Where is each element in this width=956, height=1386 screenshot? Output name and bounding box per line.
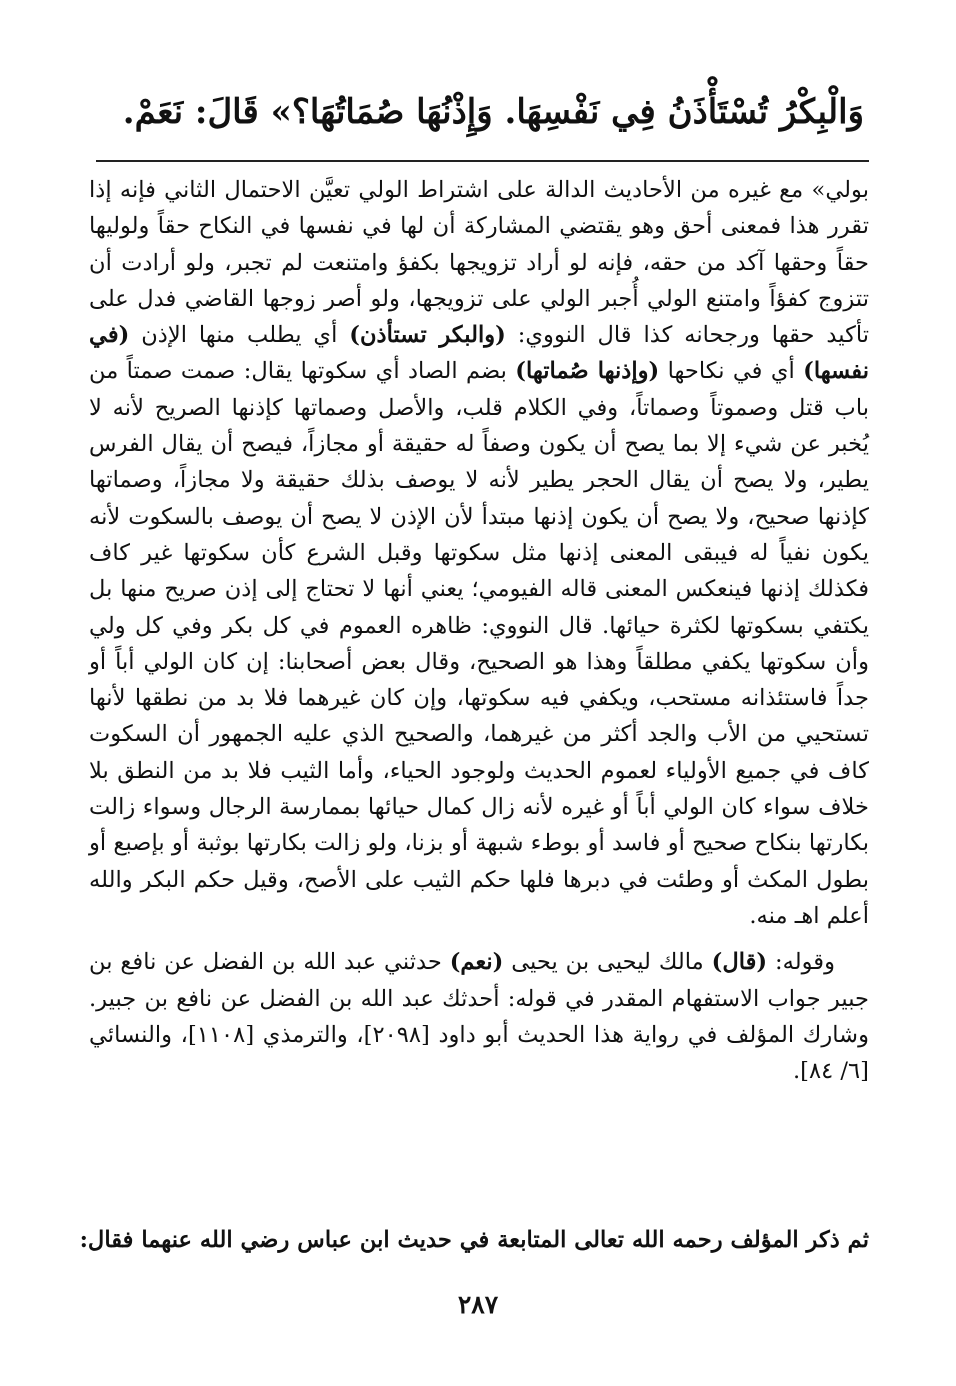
hadith-text-line: وَالْبِكْرُ تُسْتَأْذَنُ فِي نَفْسِهَا. وَإِذْنُهَا صُمَاتُهَا؟» قَالَ: نَعَمْ.: [122, 92, 864, 132]
commentary-text: أي في نكاحها: [659, 358, 804, 385]
quoted-hadith-phrase: (قال): [711, 949, 768, 976]
quoted-hadith-phrase: (في نفسها): [89, 322, 869, 385]
commentary-paragraph-2: [89, 944, 869, 1089]
quoted-hadith-phrase: (والبكر تستأذن): [349, 322, 506, 349]
commentary-text: وقوله:: [767, 949, 835, 976]
quoted-hadith-phrase: (وإذنها صُماتها): [515, 358, 660, 385]
quoted-hadith-phrase: (نعم): [449, 949, 504, 976]
commentary-text: بولي» مع غيره من الأحاديث الدالة على اشتراط الولي تعيَّن الاحتمال الثاني فإنه إذا تقرر هذا فمعنى أحق وهو يقتضي المشاركة أن لها في نفسها في النكاح حقاً ولوليها حقاً وحقها آكد من حقه، فإنه لو أراد تزويجها بكفؤ وامتنعت لم تجبر، ولو أرادت أن تتزوج كفؤاً وامتنع الولي أُجبر الولي على تزويجها، ولو أصر زوجها القاضي فدل على تأكيد حقها ورجحانه كذا قال النووي:: [89, 177, 869, 349]
separator-rule: [96, 160, 869, 162]
closing-line: ثم ذكر المؤلف رحمه الله تعالى المتابعة في حديث ابن عباس رضي الله عنهما فقال:: [79, 1227, 869, 1253]
commentary-block: [89, 172, 869, 1089]
page-number: ٢٨٧: [457, 1290, 499, 1319]
commentary-paragraph-1: [89, 172, 869, 934]
commentary-text: حدثني عبد الله بن الفضل عن نافع بن جبير جواب الاستفهام المقدر في قوله: أحدثك عبد الله بن الفضل عن نافع بن جبير. وشارك المؤلف في رواية هذا الحديث أبو داود [٢٠٩٨]، والترمذي [١١٠٨]، والنسائي [٦/ ٨٤].: [89, 949, 869, 1085]
commentary-text: بضم الصاد أي سكوتها يقال: صمت صمتاً من باب قتل وصموتاً وصماتاً، وفي الكلام قلب، والأصل وصماتها كإذنها الصريح لأنه لا يُخبر عن شيء إلا بما يصح أن يكون وصفاً له حقيقة أو مجازاً، فيصح أن يقال الفرس يطير، ولا يصح أن يقال الحجر يطير لأنه لا يوصف بذلك حقيقة ولا مجازاً، وصماتها كإذنها صحيح، ولا يصح أن يكون إذنها مبتدأ لأن الإذن لا يصح أن يوصف بالسكوت لأنه يكون نفياً له فيبقى المعنى إذنها مثل سكوتها وقبل الشرع كأن سكوتها غير كاف فكذلك إذنها فينعكس المعنى قاله الفيومي؛ يعني أنها لا تحتاج إلى إذن صريح منها بل يكتفي بسكوتها لكثرة حيائها. قال النووي: ظاهره العموم في كل بكر وفي كل ولي وأن سكوتها يكفي مطلقاً وهذا هو الصحيح، وقال بعض أصحابنا: إن كان الولي أباً أو جداً فاستئذانه مستحب، ويكفي فيه سكوتها، وإن كان غيرهما فلا بد من نطقها لأنها تستحيي من الأب والجد أكثر من غيرهما، والصحيح الذي عليه الجمهور أن السكوت كاف في جميع الأولياء لعموم الحديث ولوجود الحياء، وأما الثيب فلا بد من النطق بلا خلاف سواء كان الولي أباً أو غيره لأنه زال كمال حيائها بممارسة الرجال وسواء زالت بكارتها بنكاح صحيح أو فاسد أو بوطء شبهة أو بزنا، ولو زالت بكارتها بوثبة أو بإصبع أو بطول المكث أو وطئت في دبرها فلها حكم الثيب على الأصح، وقيل حكم البكر والله أعلم اهـ منه.: [89, 358, 869, 929]
commentary-text: مالك ليحيى بن يحيى: [503, 949, 712, 976]
commentary-text: أي يطلب منها الإذن: [129, 322, 350, 349]
